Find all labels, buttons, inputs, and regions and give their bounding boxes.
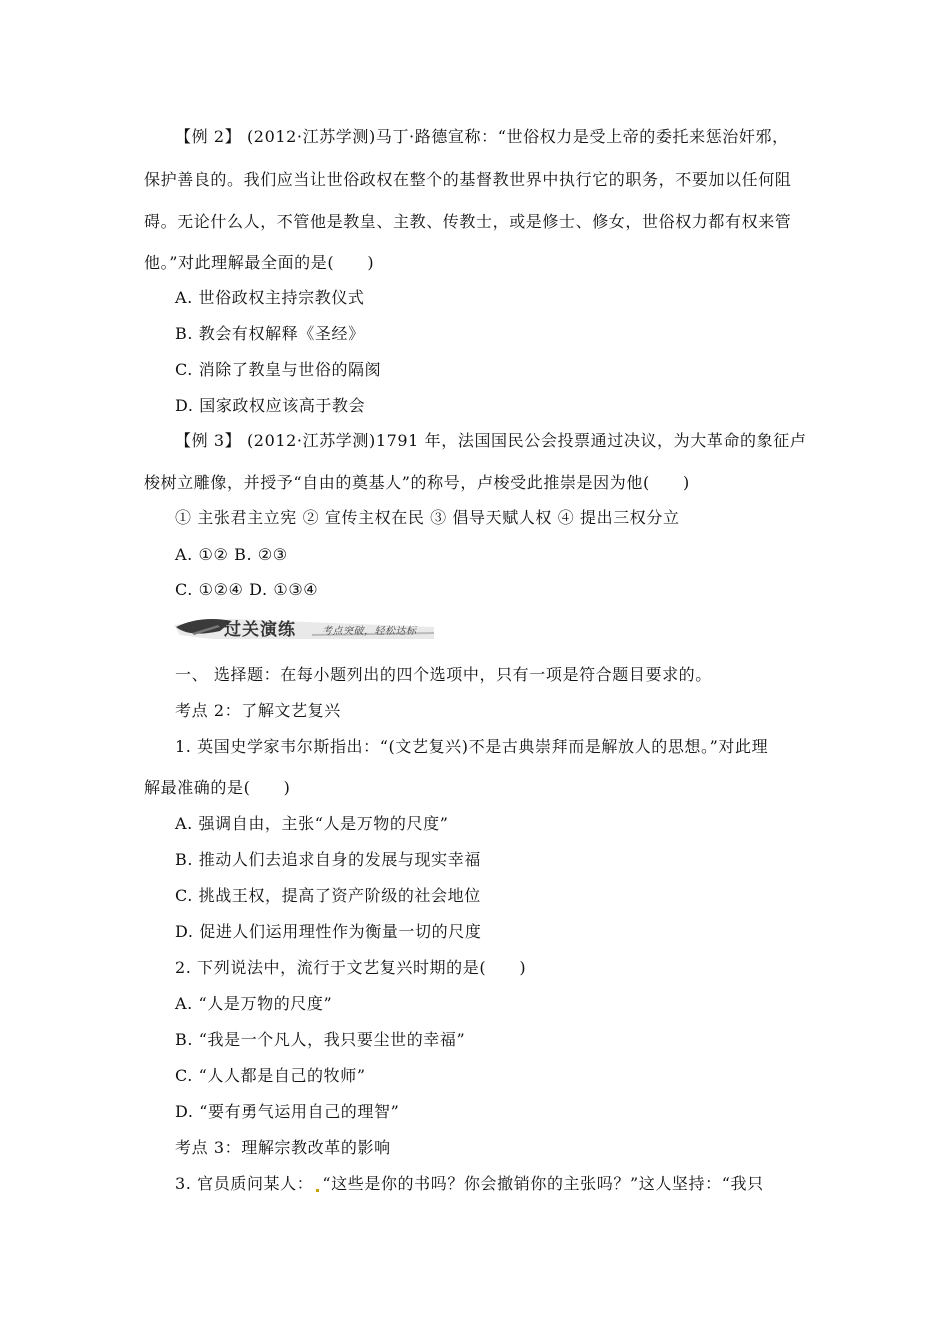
example-2-option-c: C. 消除了教皇与世俗的隔阂: [175, 360, 382, 379]
example-3-options-cd: C. ①②④ D. ①③④: [175, 580, 319, 599]
example-2-line-1: 【例 2】 (2012·江苏学测)马丁·路德宣称：“世俗权力是受上帝的委托来惩治奸邪，: [175, 127, 789, 146]
example-2-option-d: D. 国家政权应该高于教会: [175, 396, 366, 415]
question-2-option-a: A. “人是万物的尺度”: [175, 994, 333, 1013]
example-2-line-4: 他。”对此理解最全面的是( ): [144, 253, 375, 272]
example-2-option-a: A. 世俗政权主持宗教仪式: [175, 288, 365, 307]
banner-subtitle: 考点突破，轻松达标: [322, 626, 417, 637]
question-3-text: “这些是你的书吗？你会撤销你的主张吗？”这人坚持：“我只: [322, 1174, 764, 1193]
example-3-line-1: 【例 3】 (2012·江苏学测)1791 年，法国国民公会投票通过决议，为大革命的象征卢: [175, 431, 807, 450]
question-1-option-b: B. 推动人们去追求自身的发展与现实幸福: [175, 850, 481, 869]
question-2-option-b: B. “我是一个凡人，我只要尘世的幸福”: [175, 1030, 466, 1049]
section-heading: 一、 选择题：在每小题列出的四个选项中，只有一项是符合题目要求的。: [175, 665, 712, 684]
example-2-option-b: B. 教会有权解释《圣经》: [175, 324, 365, 343]
key-point-3: 考点 3：理解宗教改革的影响: [175, 1138, 391, 1157]
question-1-line-1: 1. 英国史学家韦尔斯指出：“(文艺复兴)不是古典崇拜而是解放人的思想。”对此理: [175, 737, 769, 756]
banner-title: 过关演练: [224, 620, 296, 640]
question-2: 2. 下列说法中，流行于文艺复兴时期的是( ): [175, 958, 527, 977]
question-1-option-d: D. 促进人们运用理性作为衡量一切的尺度: [175, 922, 482, 941]
question-1-option-c: C. 挑战王权，提高了资产阶级的社会地位: [175, 886, 481, 905]
key-point-2: 考点 2：了解文艺复兴: [175, 701, 341, 720]
question-1-line-2: 解最准确的是( ): [144, 778, 291, 797]
question-1-option-a: A. 强调自由，主张“人是万物的尺度”: [175, 814, 449, 833]
question-3-line-1: [175, 1174, 764, 1194]
example-3-line-2: 梭树立雕像，并授予“自由的奠基人”的称号，卢梭受此推崇是因为他( ): [144, 473, 690, 492]
question-2-option-d: D. “要有勇气运用自己的理智”: [175, 1102, 400, 1121]
question-3-prefix: 3. 官员质问某人：: [175, 1174, 314, 1193]
question-2-option-c: C. “人人都是自己的牧师”: [175, 1066, 366, 1085]
example-2-line-3: 碍。无论什么人，不管他是教皇、主教、传教士，或是修士、修女，世俗权力都有权来管: [144, 212, 792, 231]
marker-dot-icon: [316, 1189, 319, 1192]
practice-banner: [172, 613, 434, 641]
example-3-options-ab: A. ①② B. ②③: [175, 545, 288, 564]
example-3-items: ① 主张君主立宪 ② 宣传主权在民 ③ 倡导天赋人权 ④ 提出三权分立: [175, 508, 680, 527]
example-2-line-2: 保护善良的。我们应当让世俗政权在整个的基督教世界中执行它的职务，不要加以任何阻: [144, 170, 792, 189]
